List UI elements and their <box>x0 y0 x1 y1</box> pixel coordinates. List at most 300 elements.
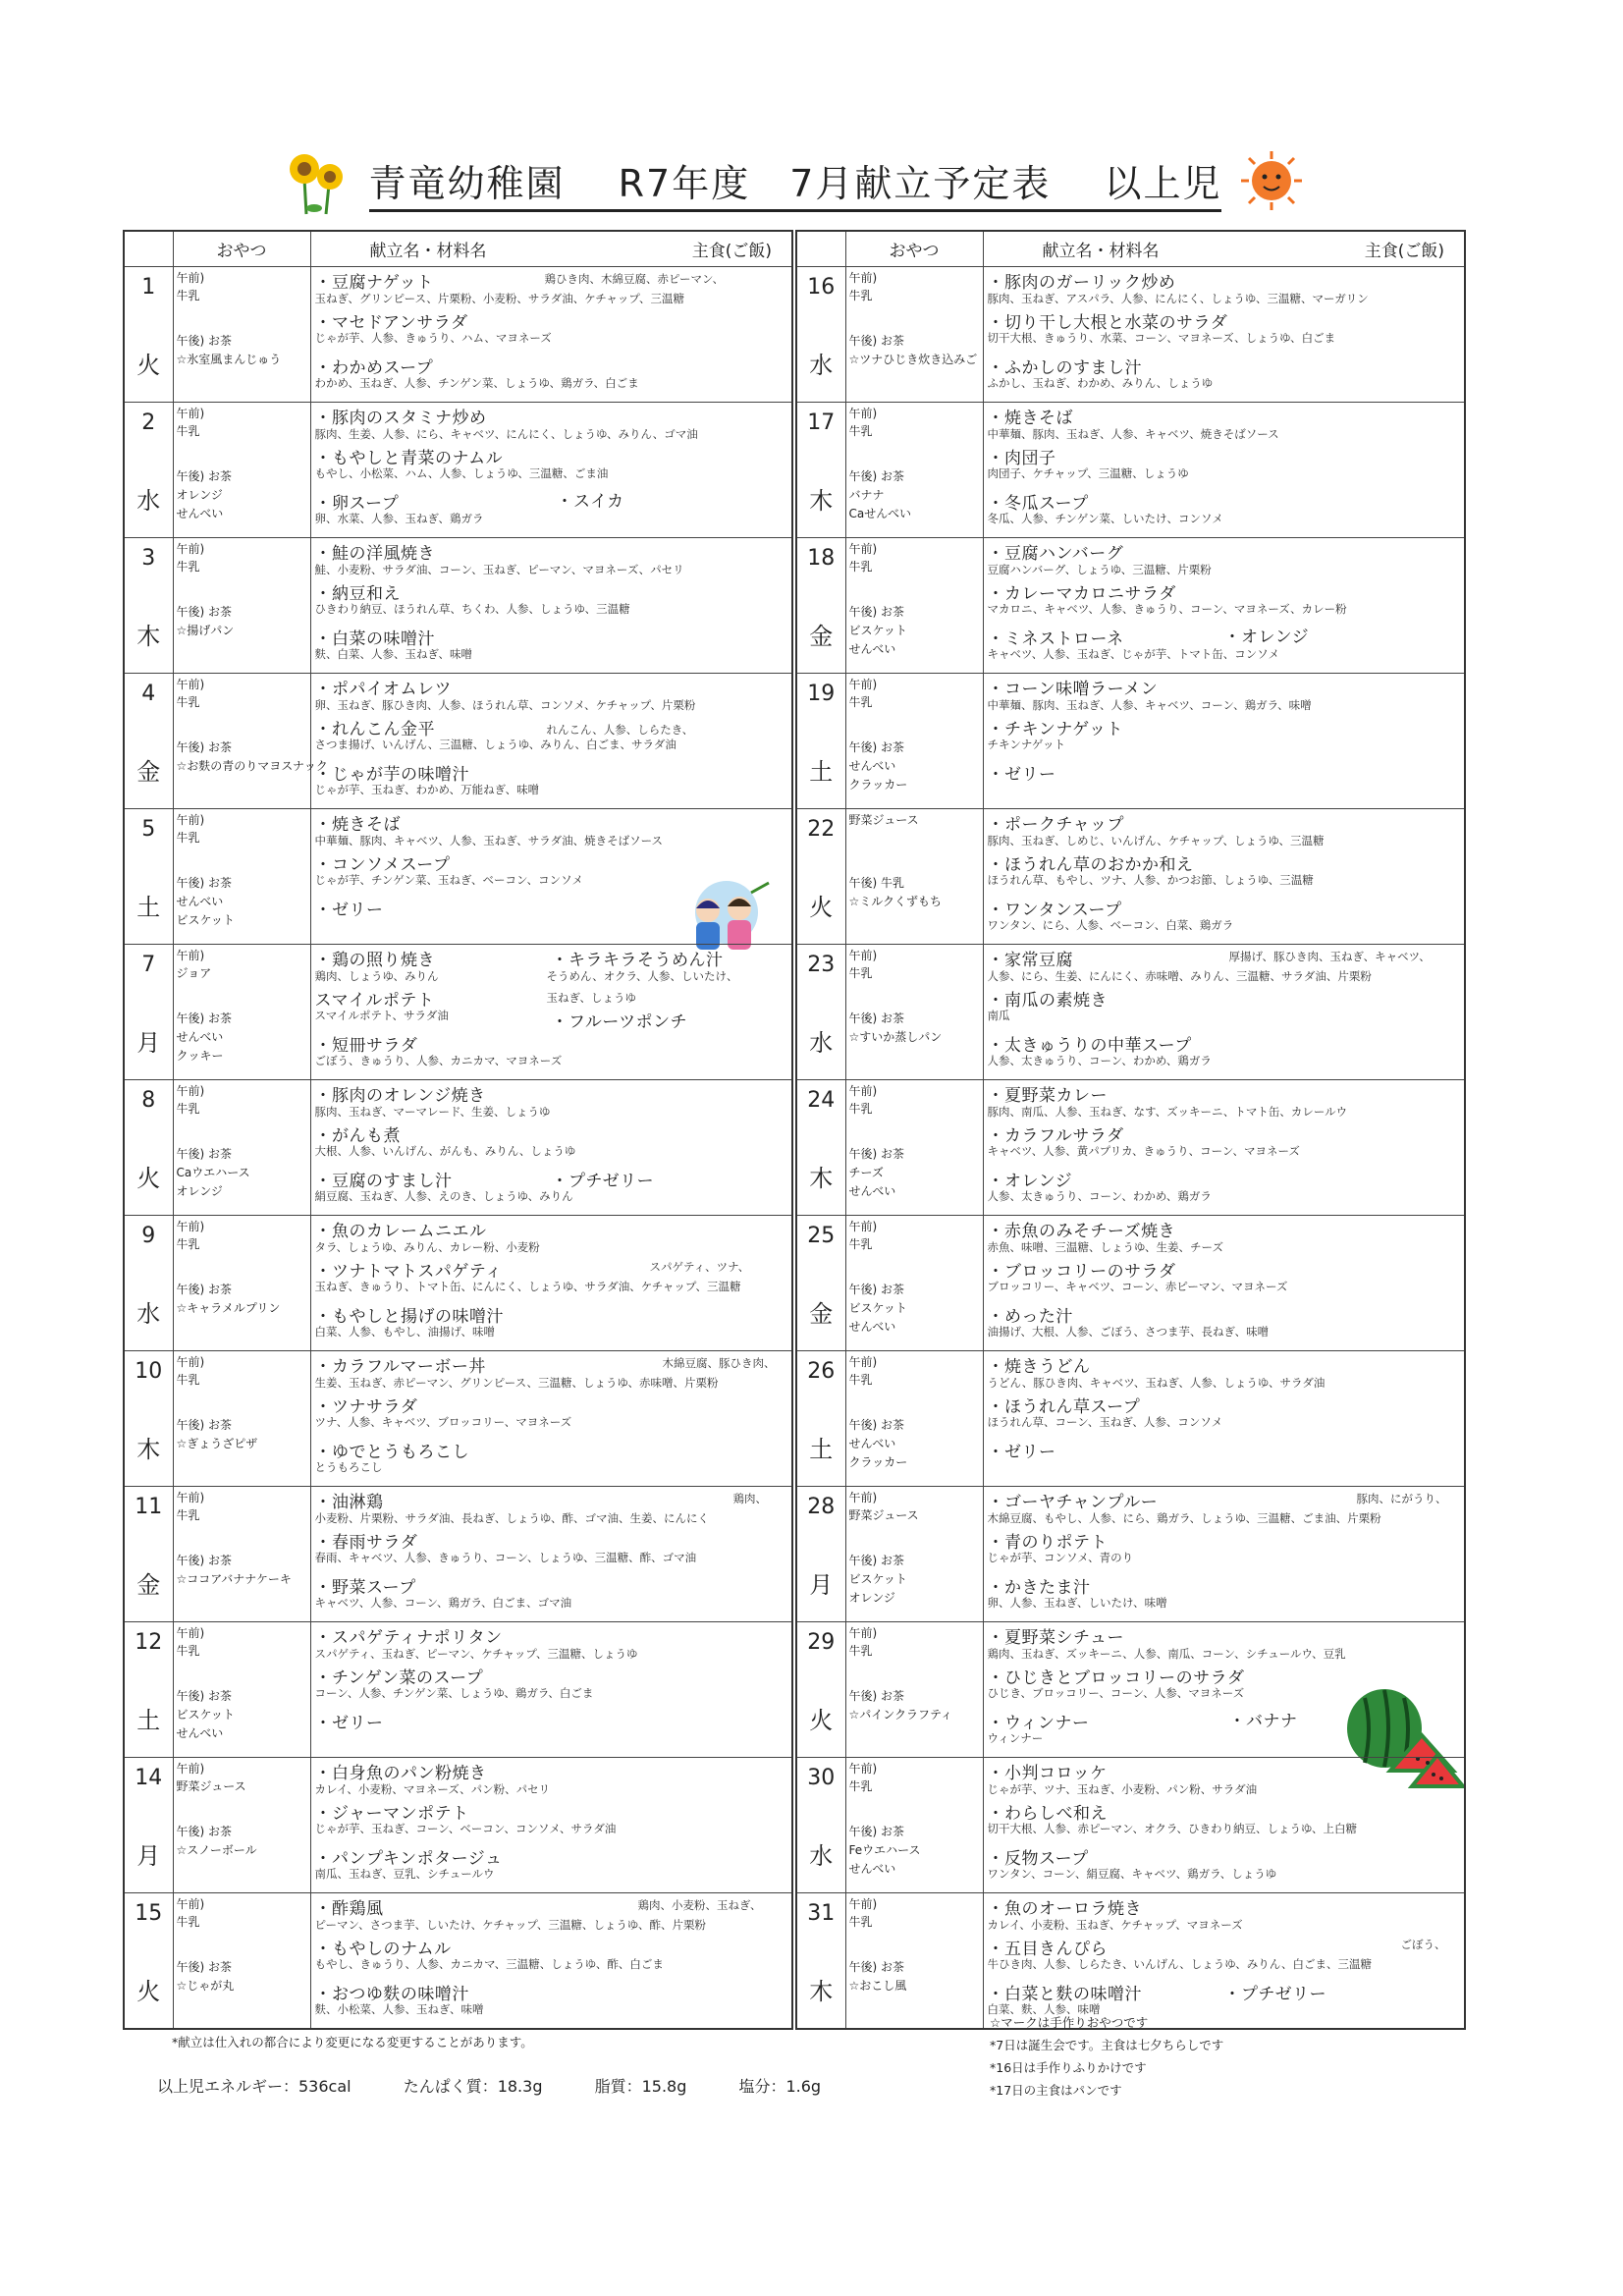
ingredients: 木綿豆腐、もやし、人参、にら、鶏ガラ、しょうゆ、三温糖、ごま油、片栗粉 <box>987 1511 1381 1526</box>
dish-name: ・焼きそば <box>987 409 1073 429</box>
day-row <box>124 1893 792 2029</box>
afternoon-snack: ☆ぎょうざピザ <box>176 1437 258 1451</box>
dish-name: ・キラキラそうめん汁 <box>551 951 724 971</box>
ingredients: 南瓜、玉ねぎ、豆乳、シチュールウ <box>314 1867 495 1882</box>
ingredients: スマイルポテト、サラダ油 <box>314 1009 449 1023</box>
ingredients: 南瓜 <box>987 1009 1010 1023</box>
rice-header-label: 主食(ご飯) <box>691 242 772 261</box>
ingredients: 肉団子、ケチャップ、三温糖、しょうゆ <box>987 466 1189 481</box>
ingredients: 人参、にら、生姜、にんにく、赤味噌、みりん、三温糖、サラダ油、片栗粉 <box>987 969 1372 984</box>
afternoon-label: 午後) お茶 <box>848 1689 904 1704</box>
ingredients: 冬瓜、人参、チンゲン菜、しいたけ、コンソメ <box>987 512 1223 526</box>
date-cell <box>124 1351 173 1487</box>
energy-value: 以上児エネルギー：536cal <box>157 2077 352 2096</box>
date-cell <box>796 1758 845 1893</box>
afternoon-label: 午後) お茶 <box>848 1960 904 1975</box>
dish-name: ・白身魚のパン粉焼き <box>314 1764 487 1784</box>
ingredients: 豆腐ハンバーグ、しょうゆ、三温糖、片栗粉 <box>987 563 1212 577</box>
day-number: 22 <box>807 817 836 843</box>
weekday: 水 <box>136 1300 161 1329</box>
snack-cell <box>173 1758 310 1893</box>
ingredients: タラ、しょうゆ、みりん、カレー粉、小麦粉 <box>314 1240 540 1255</box>
afternoon-snack: せんべい <box>848 1184 896 1199</box>
day-number: 25 <box>807 1224 836 1249</box>
snack-cell <box>845 1893 983 2029</box>
menu-cell <box>983 1758 1465 1893</box>
date-cell <box>124 1758 173 1893</box>
dish-name: ・ゆでとうもろこし <box>314 1443 469 1463</box>
dish-name: ・オレンジ <box>1223 628 1310 648</box>
afternoon-label: 午後) お茶 <box>176 469 232 484</box>
date-cell <box>124 1487 173 1622</box>
afternoon-snack: Feウエハース <box>848 1843 921 1858</box>
rice-header-label: 主食(ご飯) <box>1364 242 1444 261</box>
date-cell <box>796 1893 845 2029</box>
dish-name: スマイルポテト <box>314 991 435 1011</box>
date-cell <box>124 1216 173 1351</box>
weekday: 月 <box>809 1571 834 1600</box>
ingredients: 人参、太きゅうり、コーン、わかめ、鶏ガラ <box>987 1054 1212 1068</box>
afternoon-label: 午後) お茶 <box>176 1418 232 1433</box>
ingredients: さつま揚げ、いんげん、三温糖、しょうゆ、みりん、白ごま、サラダ油 <box>314 738 676 752</box>
weekday: 木 <box>809 1165 834 1193</box>
menu-cell <box>310 1351 792 1487</box>
menu-header <box>983 231 1465 267</box>
ingredients: 豚肉、玉ねぎ、アスパラ、人参、にんにく、しょうゆ、三温糖、マーガリン <box>987 292 1369 305</box>
morning-label: 午前) <box>848 542 878 557</box>
day-number: 4 <box>141 682 156 707</box>
ingredients: そうめん、オクラ、人参、しいたけ、 <box>546 969 738 984</box>
note-menu-change: *献立は仕入れの都合により変更になる変更することがあります。 <box>172 2035 533 2050</box>
day-row <box>796 1893 1465 2029</box>
ingredients: 鶏肉、 <box>732 1492 767 1506</box>
date-cell <box>796 1080 845 1216</box>
morning-label: 午前) <box>848 1897 878 1912</box>
menu-table-left <box>123 230 793 2030</box>
dish-name: ・小判コロッケ <box>987 1764 1108 1784</box>
day-number: 29 <box>807 1630 836 1656</box>
ingredients: 豚肉、玉ねぎ、マーマレード、生姜、しょうゆ <box>314 1105 551 1120</box>
note-item: *7日は誕生会です。主食は七夕ちらしです <box>990 2038 1224 2052</box>
day-row <box>796 267 1465 403</box>
morning-snack: 牛乳 <box>848 1779 873 1794</box>
weekday: 水 <box>136 487 161 516</box>
morning-snack: 牛乳 <box>848 966 873 981</box>
menu-table-right <box>795 230 1466 2030</box>
afternoon-label: 午後) お茶 <box>176 876 232 891</box>
snack-cell <box>173 809 310 945</box>
morning-label: 午前) <box>176 1491 205 1505</box>
afternoon-snack: ビスケット <box>848 624 907 638</box>
day-row <box>124 674 792 809</box>
afternoon-snack: Caせんべい <box>848 507 911 521</box>
dish-name: ・焼きうどん <box>987 1357 1091 1378</box>
ingredients: ごぼう、 <box>1400 1938 1446 1952</box>
dish-name: ・豆腐のすまし汁 <box>314 1172 453 1192</box>
afternoon-snack: せんべい <box>848 642 896 657</box>
menu-header-label: 献立名・材料名 <box>1042 242 1160 261</box>
menu-cell <box>310 403 792 538</box>
afternoon-snack: ☆揚げパン <box>176 624 235 638</box>
ingredients: 麩、白菜、人参、玉ねぎ、味噌 <box>314 647 473 662</box>
afternoon-snack: ビスケット <box>176 1708 235 1722</box>
menu-cell <box>983 1080 1465 1216</box>
ingredients: ひきわり納豆、ほうれん草、ちくわ、人参、しょうゆ、三温糖 <box>314 602 630 617</box>
menu-cell <box>983 1622 1465 1758</box>
dish-name: ・納豆和え <box>314 584 401 605</box>
afternoon-snack: ☆キャラメルプリン <box>176 1301 281 1316</box>
ingredients: スパゲティ、玉ねぎ、ピーマン、ケチャップ、三温糖、しょうゆ <box>314 1647 638 1662</box>
note-item: *17日の主食はパンです <box>990 2083 1122 2098</box>
dish-name: ・五目きんぴら <box>987 1940 1108 1960</box>
day-row <box>796 809 1465 945</box>
date-cell <box>124 809 173 945</box>
page-title: 青竜幼稚園 R7年度 7月献立予定表 以上児 <box>285 147 1306 218</box>
day-number: 11 <box>135 1495 163 1520</box>
ingredients: 牛ひき肉、人参、しらたき、いんげん、しょうゆ、みりん、白ごま、三温糖 <box>987 1957 1372 1972</box>
menu-cell <box>310 674 792 809</box>
morning-label: 午前) <box>848 407 878 421</box>
day-number: 19 <box>807 682 836 707</box>
afternoon-label: 午後) お茶 <box>176 1825 232 1839</box>
day-number: 23 <box>807 953 836 978</box>
ingredients: じゃが芋、ツナ、玉ねぎ、小麦粉、パン粉、サラダ油 <box>987 1782 1258 1797</box>
snack-cell <box>845 1351 983 1487</box>
dish-name: ・もやしのナムル <box>314 1940 452 1960</box>
menu-cell <box>310 1622 792 1758</box>
dish-name: ・チンゲン菜のスープ <box>314 1668 484 1689</box>
afternoon-snack: ☆おこし風 <box>848 1979 907 1994</box>
notes-list <box>990 2011 1223 2102</box>
dish-name: ・スイカ <box>556 492 624 513</box>
dish-name: ・かきたま汁 <box>987 1578 1091 1599</box>
morning-snack: 牛乳 <box>176 289 200 302</box>
fat-value: 脂質：15.8g <box>594 2077 687 2096</box>
ingredients: カレイ、小麦粉、玉ねぎ、ケチャップ、マヨネーズ <box>987 1918 1243 1933</box>
snack-cell <box>845 1758 983 1893</box>
day-row <box>796 1351 1465 1487</box>
ingredients: じゃが芋、コンソメ、青のり <box>987 1551 1134 1565</box>
afternoon-snack: ☆お麩の青のりマヨスナック <box>176 759 328 774</box>
morning-snack: 牛乳 <box>176 1644 200 1659</box>
dish-name: ・南瓜の素焼き <box>987 991 1108 1011</box>
afternoon-snack: せんべい <box>176 895 224 909</box>
day-number: 2 <box>141 410 156 436</box>
morning-label: 午前) <box>848 1762 878 1777</box>
morning-label: 午前) <box>176 813 205 828</box>
date-cell <box>796 403 845 538</box>
day-row <box>124 538 792 674</box>
morning-snack: 牛乳 <box>176 1508 200 1523</box>
dish-name: ・ゼリー <box>987 765 1056 786</box>
menu-cell <box>983 267 1465 403</box>
day-row <box>124 1758 792 1893</box>
note-item: ☆マークは手作りおやつです <box>990 2015 1149 2030</box>
afternoon-snack: ☆ココアバナナケーキ <box>176 1572 292 1587</box>
dish-name: ・白菜と麩の味噌汁 <box>987 1985 1142 2005</box>
snack-cell <box>173 945 310 1080</box>
date-cell <box>796 1216 845 1351</box>
dish-name: ・もやしと青菜のナムル <box>314 449 504 469</box>
ingredients: 中華麺、豚肉、玉ねぎ、人参、キャベツ、コーン、鶏ガラ、味噌 <box>987 698 1312 713</box>
menu-cell <box>310 945 792 1080</box>
morning-label: 午前) <box>176 1084 205 1099</box>
ingredients: 卵、玉ねぎ、豚ひき肉、人参、ほうれん草、コンソメ、ケチャップ、片栗粉 <box>314 698 696 713</box>
weekday: 木 <box>809 1978 834 2006</box>
dish-name: ・豚肉のオレンジ焼き <box>314 1086 486 1107</box>
ingredients: 絹豆腐、玉ねぎ、人参、えのき、しょうゆ、みりん <box>314 1189 573 1204</box>
day-number: 18 <box>807 546 836 572</box>
dish-name: ・プチゼリー <box>1223 1985 1327 2005</box>
snack-cell <box>845 267 983 403</box>
ingredients: マカロニ、キャベツ、人参、きゅうり、コーン、マヨネーズ、カレー粉 <box>987 602 1347 617</box>
morning-label: 午前) <box>176 542 205 557</box>
day-number: 9 <box>141 1224 156 1249</box>
day-number: 15 <box>135 1901 163 1927</box>
afternoon-snack: ☆パインクラフティ <box>848 1708 953 1722</box>
day-number: 5 <box>141 817 156 843</box>
dish-name: ・鮭の洋風焼き <box>314 544 435 565</box>
dish-name: ・フルーツポンチ <box>551 1012 688 1033</box>
weekday: 土 <box>809 1436 834 1464</box>
afternoon-snack: ☆ミルクくずもち <box>848 895 943 909</box>
ingredients: カレイ、小麦粉、マヨネーズ、パン粉、パセリ <box>314 1782 551 1797</box>
dish-name: ・めった汁 <box>987 1307 1073 1328</box>
morning-snack: 牛乳 <box>176 695 200 710</box>
date-cell <box>796 809 845 945</box>
day-number: 7 <box>141 953 156 978</box>
dish-name: ・野菜スープ <box>314 1578 416 1599</box>
day-row <box>124 1622 792 1758</box>
ingredients: うどん、豚ひき肉、キャベツ、玉ねぎ、人参、しょうゆ、サラダ油 <box>987 1376 1325 1391</box>
dish-name: ・オレンジ <box>987 1172 1073 1192</box>
dish-name: ・豚肉のスタミナ炒め <box>314 409 487 429</box>
dish-name: ・バナナ <box>1228 1712 1298 1732</box>
dish-name: ・スパゲティナポリタン <box>314 1628 503 1649</box>
ingredients: 卵、水菜、人参、玉ねぎ、鶏ガラ <box>314 512 484 526</box>
day-row <box>124 267 792 403</box>
snack-cell <box>173 1080 310 1216</box>
day-row <box>124 809 792 945</box>
morning-snack: ジョア <box>176 966 212 981</box>
ingredients: 中華麺、豚肉、キャベツ、人参、玉ねぎ、サラダ油、焼きそばソース <box>314 834 664 848</box>
ingredients: れんこん、人参、しらたき、 <box>546 723 694 738</box>
afternoon-snack: ☆スノーボール <box>176 1843 257 1858</box>
menu-cell <box>310 1758 792 1893</box>
morning-label: 午前) <box>176 1626 205 1641</box>
dish-name: ・肉団子 <box>987 449 1056 469</box>
dish-name: ・おつゆ麩の味噌汁 <box>314 1985 469 2005</box>
dish-name: ・卵スープ <box>314 494 400 515</box>
morning-snack: 牛乳 <box>176 831 200 846</box>
day-number: 31 <box>807 1901 836 1927</box>
ingredients: 鶏ひき肉、木綿豆腐、赤ピーマン、 <box>544 272 725 286</box>
ingredients: 春雨、キャベツ、人参、きゅうり、コーン、しょうゆ、三温糖、酢、ゴマ油 <box>314 1551 697 1565</box>
dish-name: ・切り干し大根と水菜のサラダ <box>987 313 1228 333</box>
snack-cell <box>845 1622 983 1758</box>
weekday: 月 <box>136 1842 161 1871</box>
day-row <box>796 1216 1465 1351</box>
afternoon-label: 午後) お茶 <box>176 1689 232 1704</box>
weekday: 木 <box>136 1436 161 1464</box>
dish-name: ・焼きそば <box>314 815 401 836</box>
weekday: 月 <box>136 1029 161 1058</box>
morning-label: 午前) <box>848 1355 878 1370</box>
day-row <box>796 1487 1465 1622</box>
snack-cell <box>845 674 983 809</box>
dish-name: ・ウィンナー <box>987 1714 1090 1734</box>
afternoon-snack: ☆すいか蒸しパン <box>848 1030 943 1045</box>
afternoon-label: 午後) お茶 <box>848 1825 904 1839</box>
day-number: 28 <box>807 1495 836 1520</box>
afternoon-label: 午後) お茶 <box>848 334 904 348</box>
dish-name: ・ゼリー <box>314 1714 384 1734</box>
day-number: 10 <box>135 1359 163 1385</box>
ingredients: チキンナゲット <box>987 738 1065 752</box>
menu-cell <box>310 538 792 674</box>
dish-name: ・家常豆腐 <box>987 951 1073 971</box>
afternoon-label: 午後) お茶 <box>848 605 904 620</box>
weekday: 火 <box>809 1707 834 1735</box>
ingredients: じゃが芋、玉ねぎ、コーン、ベーコン、コンソメ、サラダ油 <box>314 1822 617 1836</box>
afternoon-snack: チーズ <box>848 1166 884 1180</box>
ingredients: 小麦粉、片栗粉、サラダ油、長ねぎ、しょうゆ、酢、ゴマ油、生姜、にんにく <box>314 1511 709 1526</box>
afternoon-snack: クラッカー <box>848 778 908 793</box>
morning-snack: 牛乳 <box>848 424 873 439</box>
dish-name: ・酢鶏風 <box>314 1899 384 1920</box>
dish-name: ・ツナトマトスパゲティ <box>314 1262 503 1283</box>
weekday: 火 <box>809 894 834 922</box>
menu-cell <box>310 809 792 945</box>
dish-name: ・コンソメスープ <box>314 855 451 876</box>
ingredients: キャベツ、人参、玉ねぎ、じゃが芋、トマト缶、コンソメ <box>987 647 1280 662</box>
ingredients: ツナ、人参、キャベツ、ブロッコリー、マヨネーズ <box>314 1415 572 1430</box>
dish-name: ・ゴーヤチャンプルー <box>987 1493 1159 1513</box>
dish-name: ・ジャーマンポテト <box>314 1804 469 1825</box>
day-number: 14 <box>135 1766 163 1791</box>
ingredients: キャベツ、人参、コーン、鶏ガラ、白ごま、ゴマ油 <box>314 1596 572 1611</box>
afternoon-label: 午後) お茶 <box>176 1147 232 1162</box>
snack-cell <box>845 538 983 674</box>
morning-snack: 牛乳 <box>848 1644 873 1659</box>
date-cell <box>796 267 845 403</box>
ingredients: ひじき、ブロッコリー、コーン、人参、マヨネーズ <box>987 1686 1245 1701</box>
afternoon-snack: ☆ツナひじき炊き込みご <box>848 353 978 366</box>
snack-cell <box>173 538 310 674</box>
ingredients: キャベツ、人参、黄パプリカ、きゅうり、コーン、マヨネーズ <box>987 1144 1300 1159</box>
weekday: 水 <box>809 1029 834 1058</box>
afternoon-snack: せんべい <box>176 1726 224 1741</box>
ingredients: 鶏肉、玉ねぎ、ズッキーニ、人参、南瓜、コーン、シチュールウ、豆乳 <box>987 1647 1346 1662</box>
ingredients: 白菜、人参、もやし、油揚げ、味噌 <box>314 1325 496 1339</box>
ingredients: ピーマン、さつま芋、しいたけ、ケチャップ、三温糖、しょうゆ、酢、片栗粉 <box>314 1918 706 1933</box>
snack-cell <box>173 1487 310 1622</box>
dish-name: ・プチゼリー <box>551 1172 655 1192</box>
morning-label: 午前) <box>848 1084 878 1099</box>
snack-cell <box>173 1351 310 1487</box>
afternoon-snack: オレンジ <box>176 1184 223 1199</box>
date-cell <box>124 674 173 809</box>
morning-snack: 牛乳 <box>176 1102 200 1117</box>
afternoon-snack: ビスケット <box>848 1572 907 1587</box>
snack-cell <box>845 1080 983 1216</box>
afternoon-snack: クラッカー <box>848 1455 908 1470</box>
afternoon-label: 午後) お茶 <box>176 1283 232 1297</box>
ingredients: ふかし、玉ねぎ、わかめ、みりん、しょうゆ <box>987 376 1214 390</box>
afternoon-label: 午後) お茶 <box>848 740 904 755</box>
dish-name: ・ツナサラダ <box>314 1397 418 1418</box>
dish-name: ・もやしと揚げの味噌汁 <box>314 1307 504 1328</box>
day-number: 30 <box>807 1766 836 1791</box>
snack-cell <box>845 1216 983 1351</box>
ingredients: スパゲティ、ツナ、 <box>649 1260 750 1275</box>
snack-cell <box>173 1622 310 1758</box>
afternoon-snack: ☆氷室風まんじゅう <box>176 353 282 366</box>
weekday: 木 <box>809 487 834 516</box>
morning-label: 午前) <box>176 271 205 285</box>
dish-name: ・豚肉のガーリック炒め <box>987 273 1176 293</box>
weekday: 金 <box>809 623 834 651</box>
morning-snack: 牛乳 <box>848 1237 873 1252</box>
day-row <box>124 1080 792 1216</box>
dish-name: ・ポパイオムレツ <box>314 680 452 700</box>
afternoon-label: 午後) お茶 <box>848 1554 904 1568</box>
dish-name: ・わらしべ和え <box>987 1804 1108 1825</box>
morning-snack: 牛乳 <box>848 695 873 710</box>
date-cell <box>796 674 845 809</box>
dish-name: ・パンプキンポタージュ <box>314 1849 503 1870</box>
afternoon-snack: ビスケット <box>848 1301 907 1316</box>
menu-cell <box>310 267 792 403</box>
dish-name: ・わかめスープ <box>314 358 434 378</box>
ingredients: 鶏肉、しょうゆ、みりん <box>314 969 439 984</box>
afternoon-label: 午後) お茶 <box>176 1960 232 1975</box>
menu-cell <box>983 674 1465 809</box>
date-cell <box>796 538 845 674</box>
afternoon-label: 午後) お茶 <box>848 469 904 484</box>
ingredients: わかめ、玉ねぎ、人参、チンゲン菜、しょうゆ、鶏ガラ、白ごま <box>314 376 639 390</box>
ingredients: もやし、小松菜、ハム、人参、しょうゆ、三温糖、ごま油 <box>314 466 609 481</box>
dish-name: ・青のりポテト <box>987 1533 1108 1554</box>
dish-name: ・ほうれん草のおかか和え <box>987 855 1194 876</box>
dish-name: ・ほうれん草スープ <box>987 1397 1141 1418</box>
weekday: 火 <box>136 1978 161 2006</box>
morning-snack: 牛乳 <box>176 1237 200 1252</box>
day-row <box>124 1351 792 1487</box>
morning-label: 午前) <box>848 1626 878 1641</box>
morning-label: 午前) <box>848 1220 878 1234</box>
morning-snack: 牛乳 <box>848 1915 873 1930</box>
snack-cell <box>845 403 983 538</box>
dish-name: ・ふかしのすまし汁 <box>987 358 1142 378</box>
day-row <box>124 1216 792 1351</box>
morning-label: 午前) <box>176 1897 205 1912</box>
dish-name: ・コーン味噌ラーメン <box>987 680 1159 700</box>
day-row <box>796 945 1465 1080</box>
afternoon-label: 午後) お茶 <box>176 1554 232 1568</box>
morning-label: 午前) <box>176 678 205 692</box>
day-number: 26 <box>807 1359 836 1385</box>
date-cell <box>124 1080 173 1216</box>
afternoon-label: 午後) 牛乳 <box>848 876 904 891</box>
ingredients: 大根、人参、いんげん、がんも、みりん、しょうゆ <box>314 1144 576 1159</box>
weekday: 土 <box>136 894 161 922</box>
menu-header <box>310 231 792 267</box>
ingredients: 豚肉、生姜、人参、にら、キャベツ、にんにく、しょうゆ、みりん、ゴマ油 <box>314 427 698 442</box>
dish-name: ・カラフルサラダ <box>987 1126 1124 1147</box>
day-number: 1 <box>141 275 156 300</box>
menu-cell <box>983 538 1465 674</box>
